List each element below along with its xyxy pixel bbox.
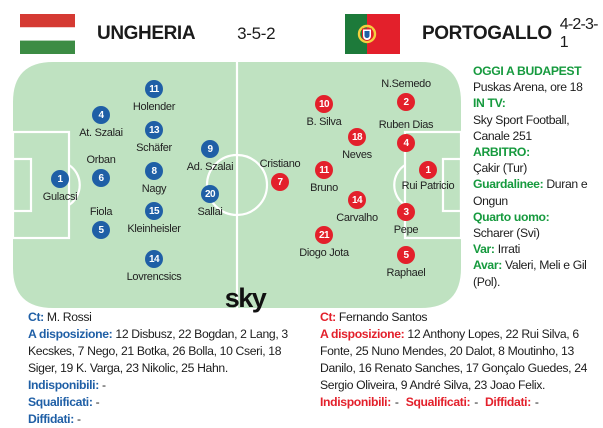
home-team-header [20, 14, 275, 54]
var-label: Var: [473, 242, 495, 257]
shirt-number: 9 [201, 140, 219, 158]
player-name: At. Szalai [79, 127, 123, 139]
portugal-flag-icon [345, 14, 400, 54]
shirt-number: 3 [397, 203, 415, 221]
shirt-number: 10 [315, 95, 333, 113]
away-bench-label: A disposizione: [320, 327, 405, 341]
venue-value: Puskas Arena, ore 18 [473, 80, 583, 95]
home-unavailable-label: Indisponibili: [28, 378, 99, 392]
away-coach: Fernando Santos [338, 310, 428, 324]
avar-label: Avar: [473, 258, 502, 273]
fourth-official-label: Quarto uomo: [473, 209, 550, 224]
linesmen-value: Duran e Ongun [473, 177, 588, 208]
home-team-formation: 3-5-2 [237, 24, 276, 43]
player-name: Rui Patricio [401, 180, 455, 192]
shirt-number: 11 [145, 80, 163, 98]
home-unavailable: - [101, 378, 106, 392]
shirt-number: 14 [145, 250, 163, 268]
player-name: Raphael [386, 267, 426, 279]
player-name: Carvalho [336, 212, 378, 224]
away-warned-label: Diffidati: [484, 395, 531, 409]
player-name: Orban [86, 154, 116, 166]
shirt-number: 5 [397, 246, 415, 264]
away-unavailable: - [394, 395, 399, 409]
shirt-number: 6 [92, 169, 110, 187]
away-bench: 12 Anthony Lopes, 22 Rui Silva, 6 Fonte, 25 Nuno Mendes, 20 Dalot, 8 Moutinho, 13 Danilo, 16 Renato Sanches, 17 Gonçalo Guedes, 24 Sergio Oliveira, 9 André Silva, 23 Joao Felix. [320, 327, 588, 392]
player-name: Diogo Jota [299, 247, 349, 259]
player-name: Lovrencsics [126, 271, 182, 283]
home-bench-label: A disposizione: [28, 327, 113, 341]
home-warned-label: Diffidati: [28, 412, 74, 426]
shirt-number: 2 [397, 93, 415, 111]
player-name: Bruno [310, 182, 338, 194]
away-unavailable-label: Indisponibili: [320, 395, 391, 409]
player-name: Pepe [393, 224, 419, 236]
shirt-number: 8 [145, 162, 163, 180]
home-warned: - [76, 412, 81, 426]
shirt-number: 11 [315, 161, 333, 179]
tv-label: IN TV: [473, 96, 506, 111]
shirt-number: 1 [51, 170, 69, 188]
player-name: Ad. Szalai [186, 161, 234, 173]
shirt-number: 21 [315, 226, 333, 244]
player-name: Schäfer [136, 142, 172, 154]
shirt-number: 1 [419, 161, 437, 179]
player-name: Ruben Dias [378, 119, 434, 131]
shirt-number: 4 [397, 134, 415, 152]
hungary-flag-icon [20, 14, 75, 54]
shirt-number: 20 [201, 185, 219, 203]
player-name: Fiola [89, 206, 113, 218]
referee-label: ARBITRO: [473, 145, 530, 160]
sky-logo-text: sky [224, 283, 266, 313]
var-value: Irrati [497, 242, 520, 257]
player-name: Neves [342, 149, 372, 161]
avar-value: Valeri, Meli e Gil (Pol). [473, 258, 587, 289]
player-name: Gulacsi [42, 191, 78, 203]
shirt-number: 4 [92, 106, 110, 124]
home-suspended-label: Squalificati: [28, 395, 93, 409]
away-team-formation: 4-2-3-1 [559, 16, 598, 51]
away-squad-info [320, 309, 600, 411]
venue-label: OGGI A BUDAPEST [473, 64, 582, 78]
away-warned: - [534, 395, 539, 409]
referee-value: Çakir (Tur) [473, 161, 527, 176]
player-name: Kleinheisler [127, 223, 181, 235]
shirt-number: 15 [145, 202, 163, 220]
player-name: Cristiano [259, 158, 301, 170]
away-coach-label: Ct: [320, 310, 336, 324]
away-team-name: PORTOGALLO [422, 23, 552, 44]
away-team-header [345, 14, 603, 54]
match-info [473, 63, 601, 290]
fourth-official-value: Scharer (Svi) [473, 226, 540, 241]
tv-value: Sky Sport Football, Canale 251 [473, 112, 570, 143]
away-suspended-label: Squalificati: [405, 395, 471, 409]
shirt-number: 13 [145, 121, 163, 139]
home-suspended: - [95, 395, 100, 409]
shirt-number: 14 [348, 191, 366, 209]
home-squad-info [28, 309, 313, 428]
home-team-name: UNGHERIA [97, 23, 196, 44]
player-name: Nagy [141, 183, 167, 195]
player-name: B. Silva [306, 116, 342, 128]
home-coach: M. Rossi [46, 310, 92, 324]
shirt-number: 5 [92, 221, 110, 239]
home-bench: 12 Disbusz, 22 Bogdan, 2 Lang, 3 Kecskes, 7 Nego, 21 Botka, 26 Bolla, 10 Cseri, 18 Siger, 19 K. Varga, 23 Nikolic, 25 Hahn. [28, 327, 288, 375]
player-name: Sallai [197, 206, 223, 218]
linesmen-label: Guardalinee: [473, 177, 544, 192]
shirt-number: 18 [348, 128, 366, 146]
shirt-number: 7 [271, 173, 289, 191]
player-name: N.Semedo [381, 78, 431, 90]
home-coach-label: Ct: [28, 310, 44, 324]
player-name: Holender [132, 101, 176, 113]
away-suspended: - [474, 395, 478, 409]
pitch [13, 62, 461, 308]
